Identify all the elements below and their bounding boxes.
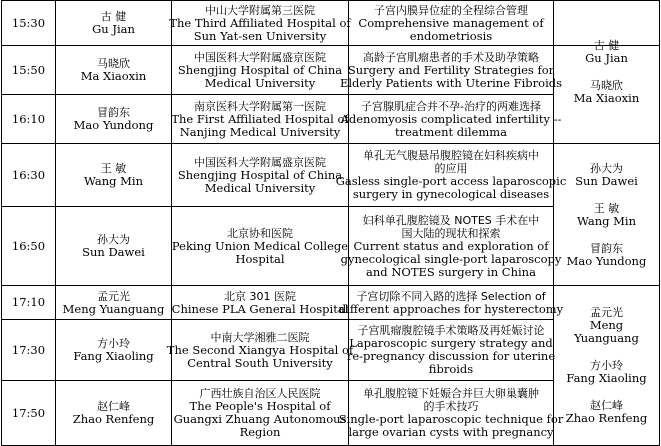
table-row-time — [2, 46, 55, 94]
moderator-name-zh: 方小玲 — [590, 359, 623, 372]
topic-line: 子宫内膜异位症的全程综合管理 — [374, 3, 528, 17]
speaker-name-zh: 王 敏 — [100, 162, 127, 175]
topic-line: 国大陆的现状和探索 — [401, 226, 501, 240]
hospital-line: Region — [239, 425, 281, 439]
hospital-cell — [166, 320, 354, 380]
speaker-name-en: Mao Yundong — [73, 118, 154, 132]
table-row-time — [2, 95, 55, 143]
hospital-line: The Second Xiangya Hospital of — [166, 342, 354, 357]
hospital-line: 中国医科大学附属盛京医院 — [194, 155, 326, 169]
table-row-time — [2, 320, 55, 380]
hospital-line: 南京医科大学附属第一医院 — [194, 99, 326, 113]
hospital-cell — [172, 46, 348, 94]
speaker-cell — [56, 320, 171, 380]
moderator-cell — [554, 286, 659, 445]
table-row-time — [2, 286, 55, 319]
speaker-name-zh: 赵仁峰 — [97, 400, 130, 413]
moderator-name-zh: 马晓欣 — [590, 79, 623, 92]
hospital-line: Sun Yat-sen University — [193, 28, 327, 43]
speaker-cell — [56, 1, 171, 45]
hospital-cell — [169, 1, 351, 45]
moderator-name-en: Yuanguang — [574, 331, 639, 345]
hospital-line: Central South University — [187, 355, 333, 370]
speaker-name-zh: 马晓欣 — [97, 57, 130, 70]
hospital-line: Guangxi Zhuang Autonomous — [173, 412, 347, 426]
moderator-name-en: Zhao Renfeng — [565, 411, 648, 425]
hospital-line: Shengjing Hospital of China — [177, 62, 343, 77]
moderator-name-en: Fang Xiaoling — [566, 371, 647, 385]
speaker-cell — [56, 381, 171, 445]
schedule-table — [1, 0, 660, 446]
time-slot: 17:10 — [11, 295, 46, 309]
moderator-name-en: Meng — [589, 318, 624, 332]
moderator-name-en: Gu Jian — [585, 51, 628, 65]
topic-line: surgery in gynecological diseases — [352, 187, 550, 201]
hospital-line: Hospital — [235, 251, 285, 266]
speaker-name-zh: 方小玲 — [97, 337, 130, 350]
time-slot: 17:30 — [11, 342, 46, 357]
topic-line: different approaches for hysterectomy — [338, 301, 564, 316]
speaker-name-en: Wang Min — [84, 174, 143, 188]
speaker-cell — [56, 144, 171, 206]
table-row-time — [2, 1, 55, 45]
speaker-cell — [56, 46, 171, 94]
topic-line: treatment dilemma — [395, 124, 507, 139]
hospital-line: 广西壮族自治区人民医院 — [199, 387, 321, 400]
speaker-name-en: Ma Xiaoxin — [80, 69, 147, 83]
hospital-line: The People's Hospital of — [189, 399, 331, 413]
topic-line: fibroids — [428, 362, 474, 376]
hospital-line: Nanjing Medical University — [179, 124, 341, 139]
topic-line: 单孔无气腹悬吊腹腔镜在妇科疾病中 — [363, 149, 539, 162]
time-slot: 15:30 — [11, 15, 46, 30]
topic-line: Elderly Patients with Uterine Fibroids — [339, 75, 563, 90]
time-slot: 16:10 — [11, 111, 46, 126]
time-slot: 15:50 — [11, 62, 46, 77]
speaker-cell — [56, 95, 171, 143]
speaker-name-zh: 孙大为 — [97, 233, 130, 246]
hospital-line: Shengjing Hospital of China — [177, 167, 343, 182]
hospital-line: 中国医科大学附属盛京医院 — [194, 50, 326, 64]
topic-line: endometriosis — [409, 28, 493, 43]
moderator-name-zh: 赵仁峰 — [590, 399, 623, 412]
topic-cell — [338, 286, 564, 319]
speaker-name-en: Sun Dawei — [82, 245, 145, 259]
topic-cell — [340, 207, 562, 285]
hospital-line: 北京协和医院 — [227, 226, 293, 240]
topic-line: Adenomyosis complicated infertility -- — [340, 111, 562, 126]
topic-line: 单孔腹腔镜下妊娠合并巨大卵巢囊肿 — [363, 387, 539, 400]
hospital-cell — [172, 95, 348, 143]
topic-line: 子宫腺肌症合并不孕-治疗的两难选择 — [361, 99, 541, 113]
table-row-time — [2, 144, 55, 206]
moderator-name-zh: 孟元光 — [590, 306, 623, 319]
hospital-line: Chinese PLA General Hospital — [171, 301, 349, 316]
speaker-name-en: Zhao Renfeng — [72, 412, 155, 426]
moderator-name-en: Sun Dawei — [575, 173, 638, 188]
speaker-name-zh: 古 健 — [100, 10, 127, 23]
topic-line: Surgery and Fertility Strategies for — [347, 62, 555, 77]
hospital-cell — [172, 144, 348, 206]
hospital-line: 北京 301 医院 — [224, 289, 296, 303]
topic-cell — [349, 1, 553, 45]
moderator-name-en: Wang Min — [577, 213, 636, 228]
speaker-cell — [56, 286, 171, 319]
topic-line: gynecological single-port laparoscopy — [340, 251, 562, 266]
moderator-cell — [554, 1, 659, 143]
moderator-name-en: Mao Yundong — [566, 253, 647, 268]
topic-line: 子宫切除不同入路的选择 Selection of — [356, 289, 546, 303]
speaker-name-zh: 冒韵东 — [97, 106, 130, 119]
hospital-line: 中南大学湘雅二医院 — [210, 330, 310, 344]
moderator-name-zh: 孙大为 — [590, 161, 623, 175]
moderator-name-zh: 冒韵东 — [590, 241, 623, 255]
hospital-line: The Third Affiliated Hospital of — [169, 15, 351, 30]
moderator-cell — [554, 144, 659, 285]
hospital-line: Medical University — [204, 75, 316, 90]
time-slot: 16:50 — [11, 238, 46, 253]
time-slot: 16:30 — [11, 167, 46, 182]
topic-cell — [339, 46, 563, 94]
table-row-time — [2, 381, 55, 445]
time-slot: 17:50 — [11, 405, 46, 420]
speaker-name-en: Fang Xiaoling — [73, 349, 154, 363]
moderator-name-zh: 古 健 — [593, 39, 620, 52]
moderator-name-en: Ma Xiaoxin — [573, 91, 640, 105]
hospital-cell — [172, 286, 348, 319]
speaker-name-zh: 孟元光 — [97, 289, 130, 303]
speaker-name-en: Gu Jian — [92, 22, 135, 36]
topic-line: 高龄子宫肌瘤患者的手术及助孕策略 — [363, 50, 539, 64]
topic-cell — [340, 95, 562, 143]
hospital-cell — [172, 381, 348, 445]
topic-line: 的手术技巧 — [423, 400, 479, 413]
topic-line: Gasless single-port access laparoscopic — [335, 174, 567, 188]
topic-cell — [346, 320, 556, 380]
speaker-cell — [56, 207, 171, 285]
hospital-line: The First Affiliated Hospital of — [171, 111, 349, 126]
topic-line: 的应用 — [434, 162, 468, 175]
table-row-time — [2, 207, 55, 285]
topic-line: large ovarian cysts with pregnancy — [348, 425, 554, 439]
hospital-line: 中山大学附属第三医院 — [205, 3, 315, 17]
speaker-name-en: Meng Yuanguang — [62, 301, 165, 316]
column-divider — [659, 0, 660, 446]
topic-line: 妇科单孔腹腔镜及 NOTES 手术在中 — [362, 213, 540, 227]
topic-cell — [335, 144, 567, 206]
hospital-line: Peking Union Medical College — [171, 238, 349, 253]
moderator-name-zh: 王 敏 — [593, 201, 620, 215]
topic-line: Laparoscopic surgery strategy and — [349, 336, 553, 350]
topic-line: Current status and exploration of — [353, 238, 549, 253]
topic-line: re-pregnancy discussion for uterine — [346, 349, 556, 363]
hospital-line: Medical University — [204, 180, 316, 195]
topic-line: and NOTES surgery in China — [366, 264, 536, 279]
topic-line: 子宫肌瘤腹腔镜手术策略及再妊娠讨论 — [357, 324, 545, 337]
hospital-cell — [172, 207, 348, 285]
topic-line: Single-port laparoscopic technique for — [338, 412, 564, 426]
topic-line: Comprehensive management of — [358, 15, 544, 30]
topic-cell — [338, 381, 564, 445]
